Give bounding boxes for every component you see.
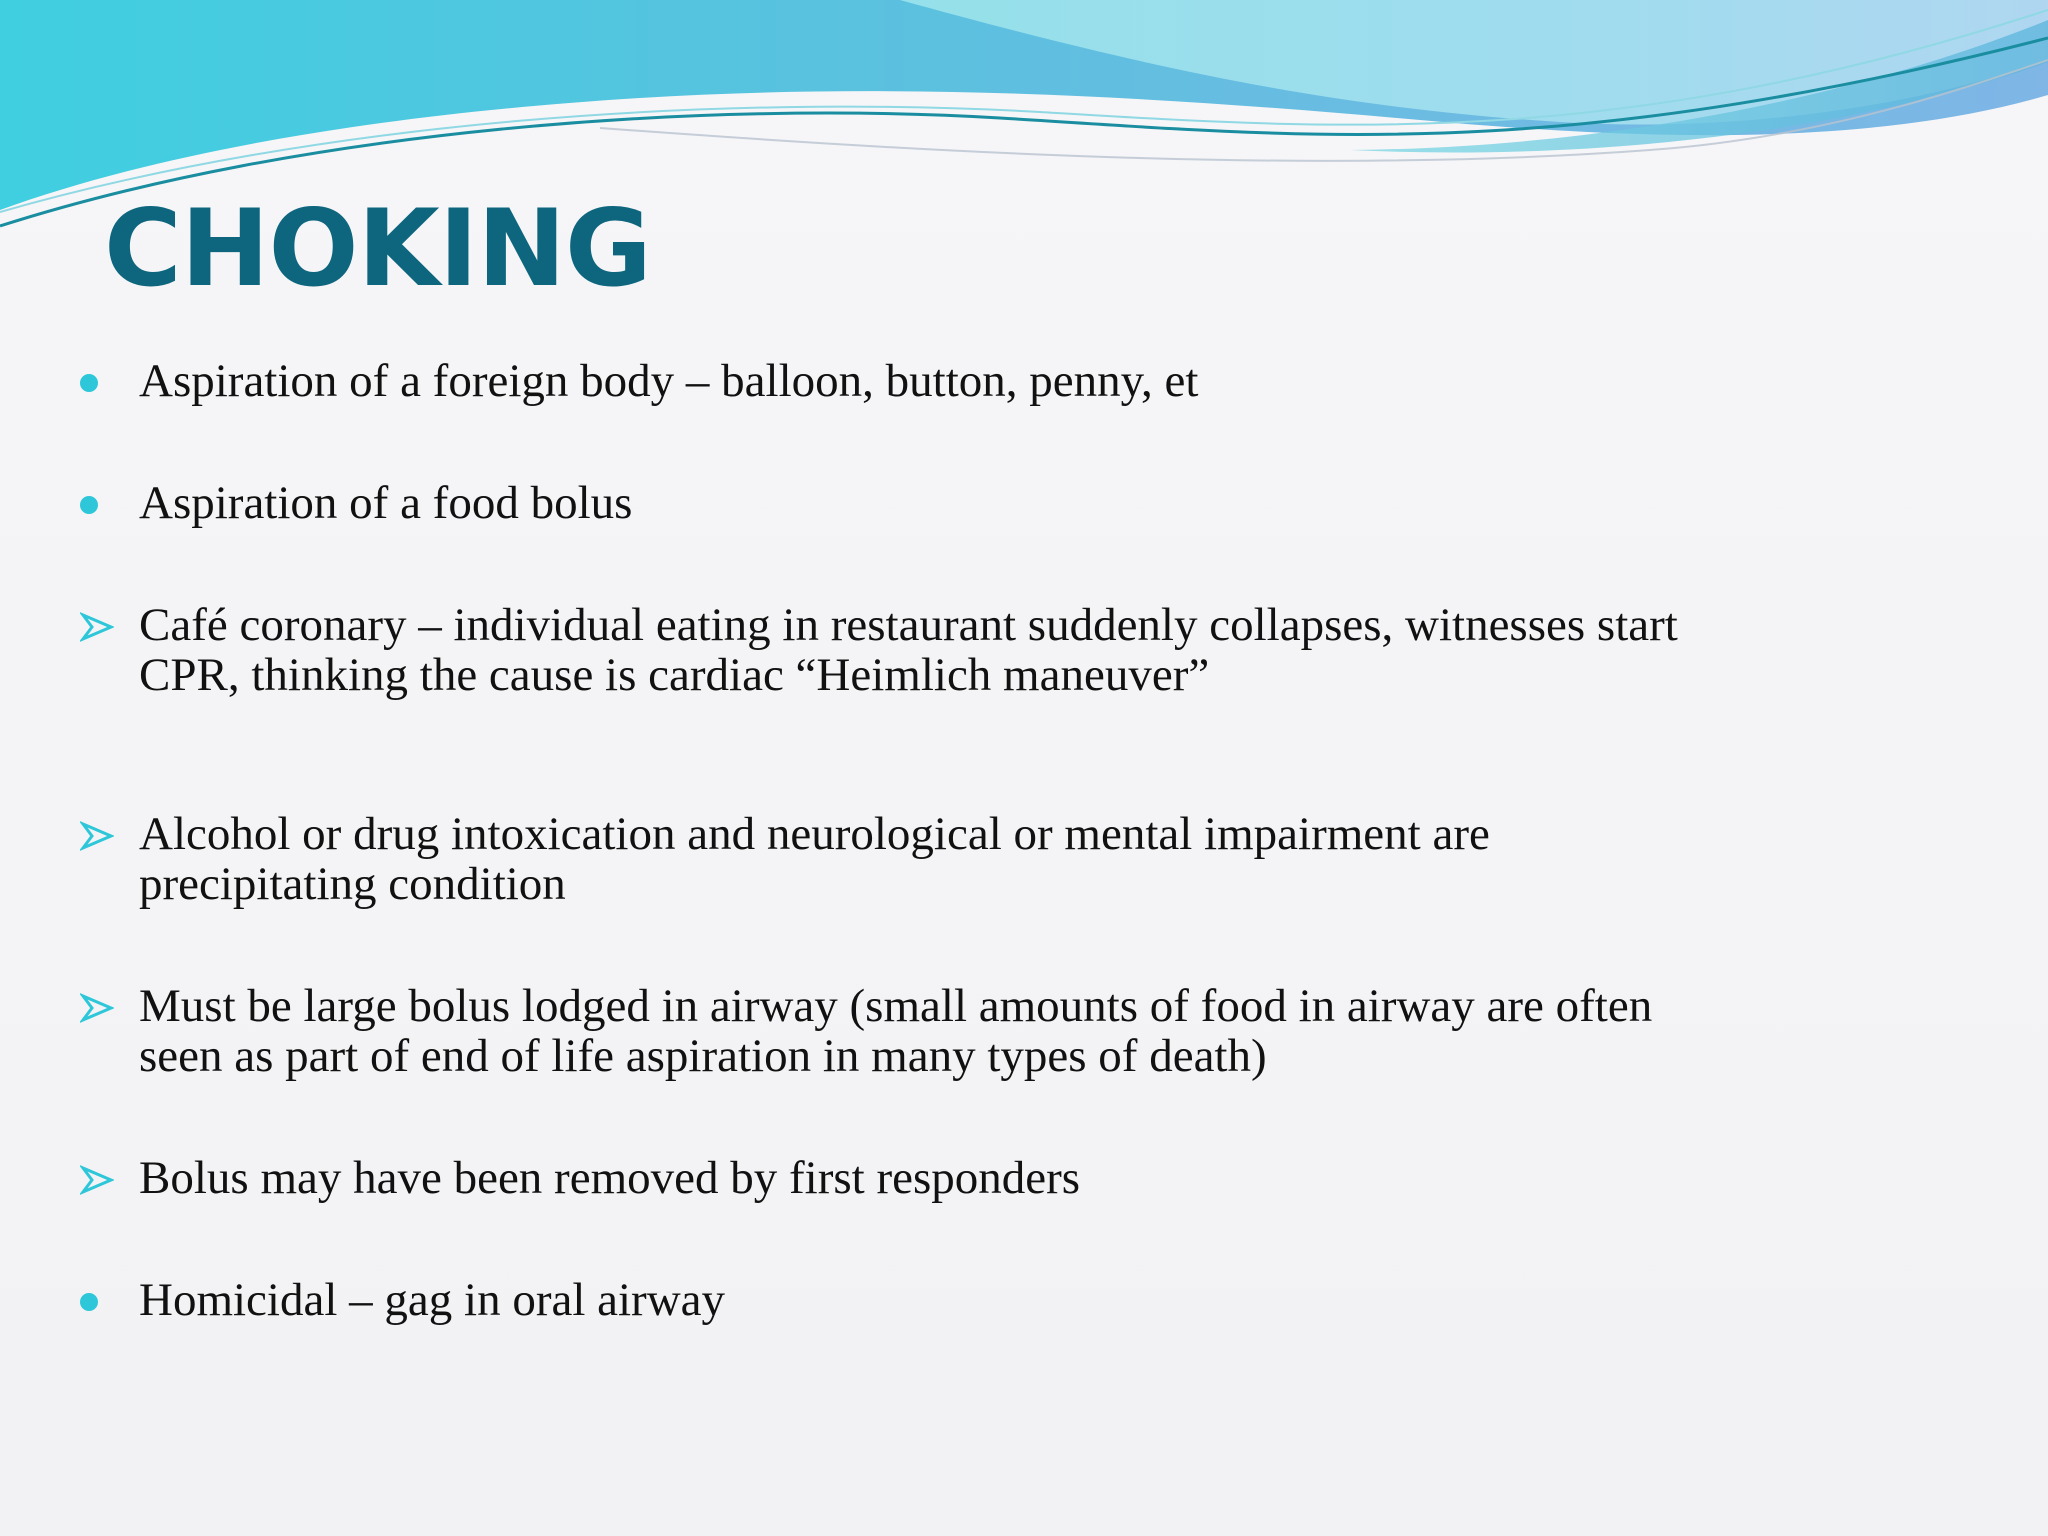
dot-icon bbox=[78, 356, 118, 406]
bullet-text: Homicidal – gag in oral airway bbox=[139, 1274, 726, 1326]
arrow-icon bbox=[78, 981, 118, 1031]
slide-title: CHOKING bbox=[104, 187, 651, 310]
bullet-text: Alcohol or drug intoxication and neurological or mental impairment are precipitating condition bbox=[139, 808, 1490, 910]
dot-icon bbox=[78, 478, 118, 528]
arrow-icon bbox=[78, 809, 118, 859]
bullet-text: Aspiration of a food bolus bbox=[139, 477, 633, 529]
bullet-text: Aspiration of a foreign body – balloon, button, penny, et bbox=[139, 355, 1199, 407]
bullet-text: Must be large bolus lodged in airway (small amounts of food in airway are often seen as part of end of life aspiration in many types of death) bbox=[139, 980, 1653, 1082]
bullet-text: Café coronary – individual eating in restaurant suddenly collapses, witnesses start CPR, thinking the cause is cardiac “Heimlich maneuver” bbox=[139, 599, 1678, 701]
dot-icon bbox=[78, 1275, 118, 1325]
arrow-icon bbox=[78, 1153, 118, 1203]
arrow-icon bbox=[78, 600, 118, 650]
bullet-text: Bolus may have been removed by first responders bbox=[139, 1152, 1081, 1204]
